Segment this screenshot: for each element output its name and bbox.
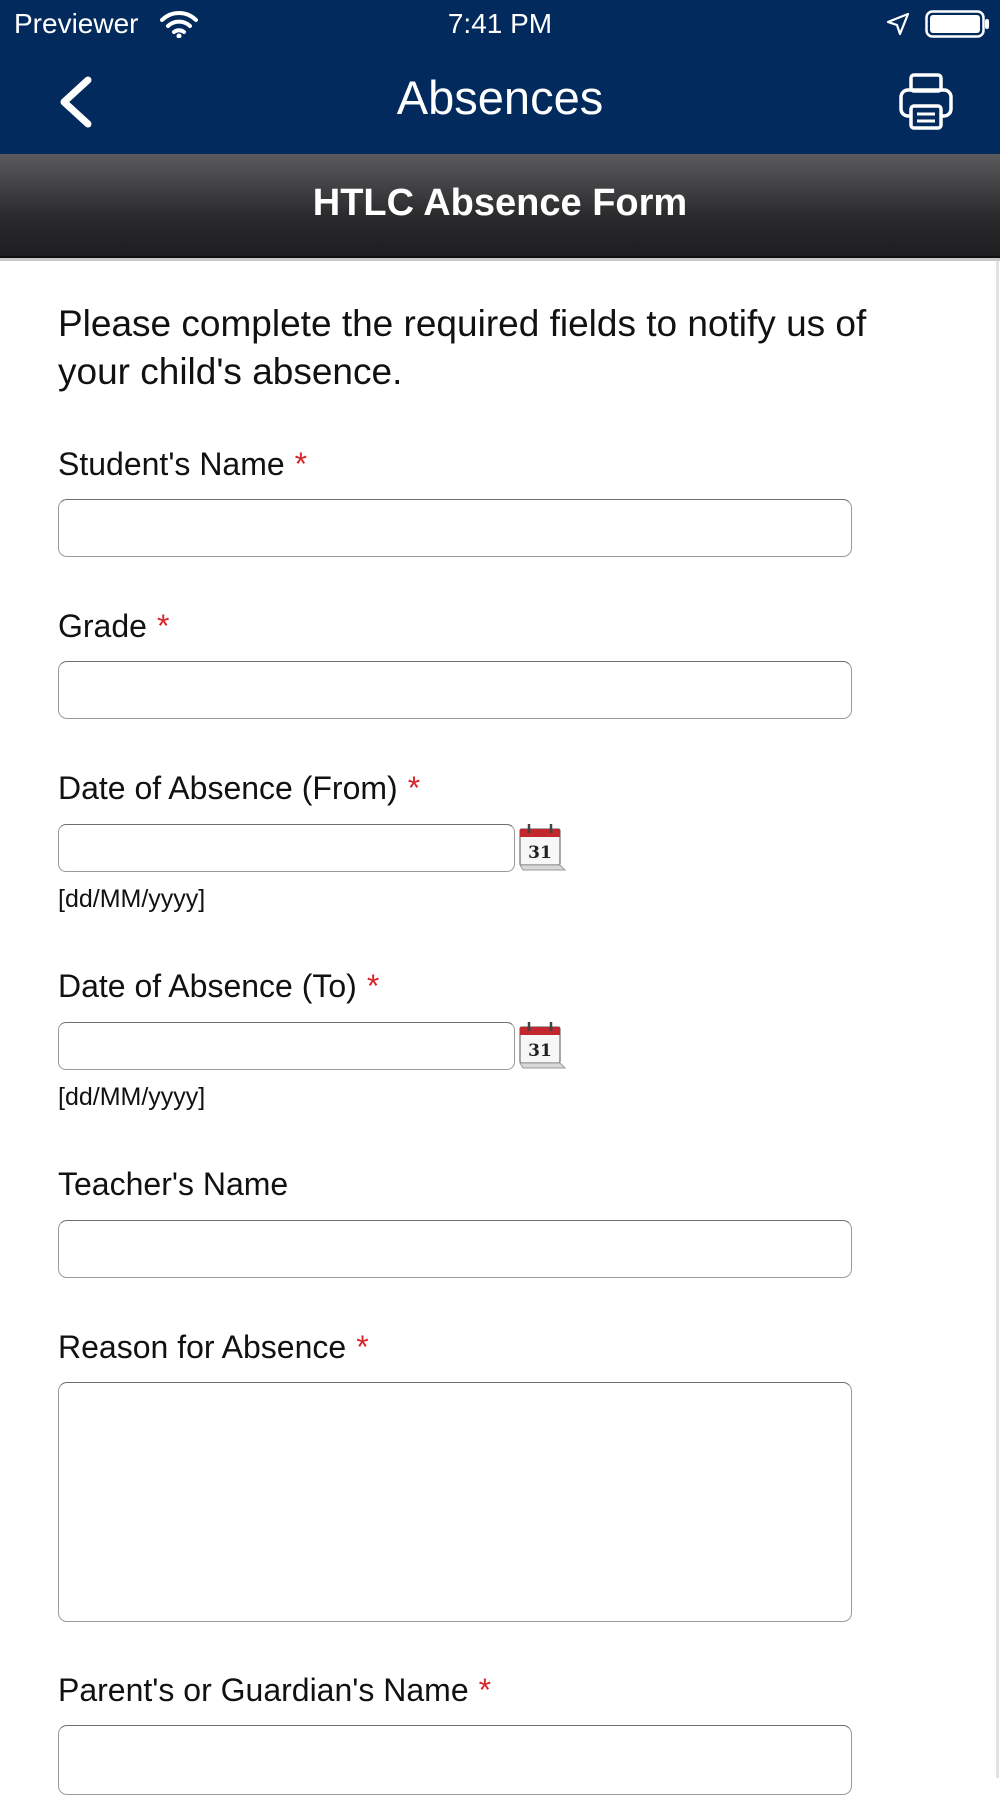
printer-icon[interactable] [898,72,954,132]
required-marker: * [407,770,421,806]
field-label-text: Parent's or Guardian's Name [58,1672,469,1708]
field-label-text: Date of Absence (To) [58,968,357,1004]
grade-label [58,608,169,645]
reason-label [58,1329,369,1366]
required-marker: * [156,608,170,644]
teacher-name-label [58,1166,288,1203]
reason-textarea[interactable] [58,1382,852,1622]
calendar-day: 31 [528,1041,552,1061]
location-arrow-icon [886,12,910,36]
page-title: Absences [396,71,604,124]
field-label-text: Teacher's Name [58,1166,289,1202]
required-marker: * [478,1672,492,1708]
status-bar [0,0,1000,50]
calendar-icon[interactable] [515,1020,567,1070]
form-title: HTLC Absence Form [312,182,688,224]
required-marker: * [356,1329,369,1365]
teacher-name-input[interactable] [58,1220,852,1278]
date-from-label [58,770,420,807]
required-marker: * [294,446,308,482]
form-header [0,154,1000,258]
date-to-label [58,968,379,1005]
battery-full-icon [925,10,991,38]
divider [996,261,999,1778]
student-name-input[interactable] [58,499,852,557]
form-intro: Please complete the required fields to notify us of your child's absence. [58,303,867,392]
date-to-input[interactable] [58,1022,515,1070]
required-marker: * [366,968,380,1004]
date-from-input[interactable] [58,824,515,872]
student-name-label [58,446,307,483]
carrier-label: Previewer [14,8,139,39]
date-format-hint: [dd/MM/yyyy] [58,885,206,913]
parent-name-input[interactable] [58,1725,852,1795]
field-label-text: Reason for Absence [58,1329,347,1365]
calendar-icon[interactable] [515,822,567,872]
nav-bar [0,50,1000,154]
parent-name-label [58,1672,491,1709]
status-time: 7:41 PM [447,8,553,39]
grade-input[interactable] [58,661,852,719]
field-label-text: Date of Absence (From) [58,770,398,806]
field-label-text: Grade [58,608,147,644]
divider [0,258,1000,261]
field-label-text: Student's Name [58,446,285,482]
date-format-hint: [dd/MM/yyyy] [58,1083,206,1111]
calendar-day: 31 [528,843,552,863]
